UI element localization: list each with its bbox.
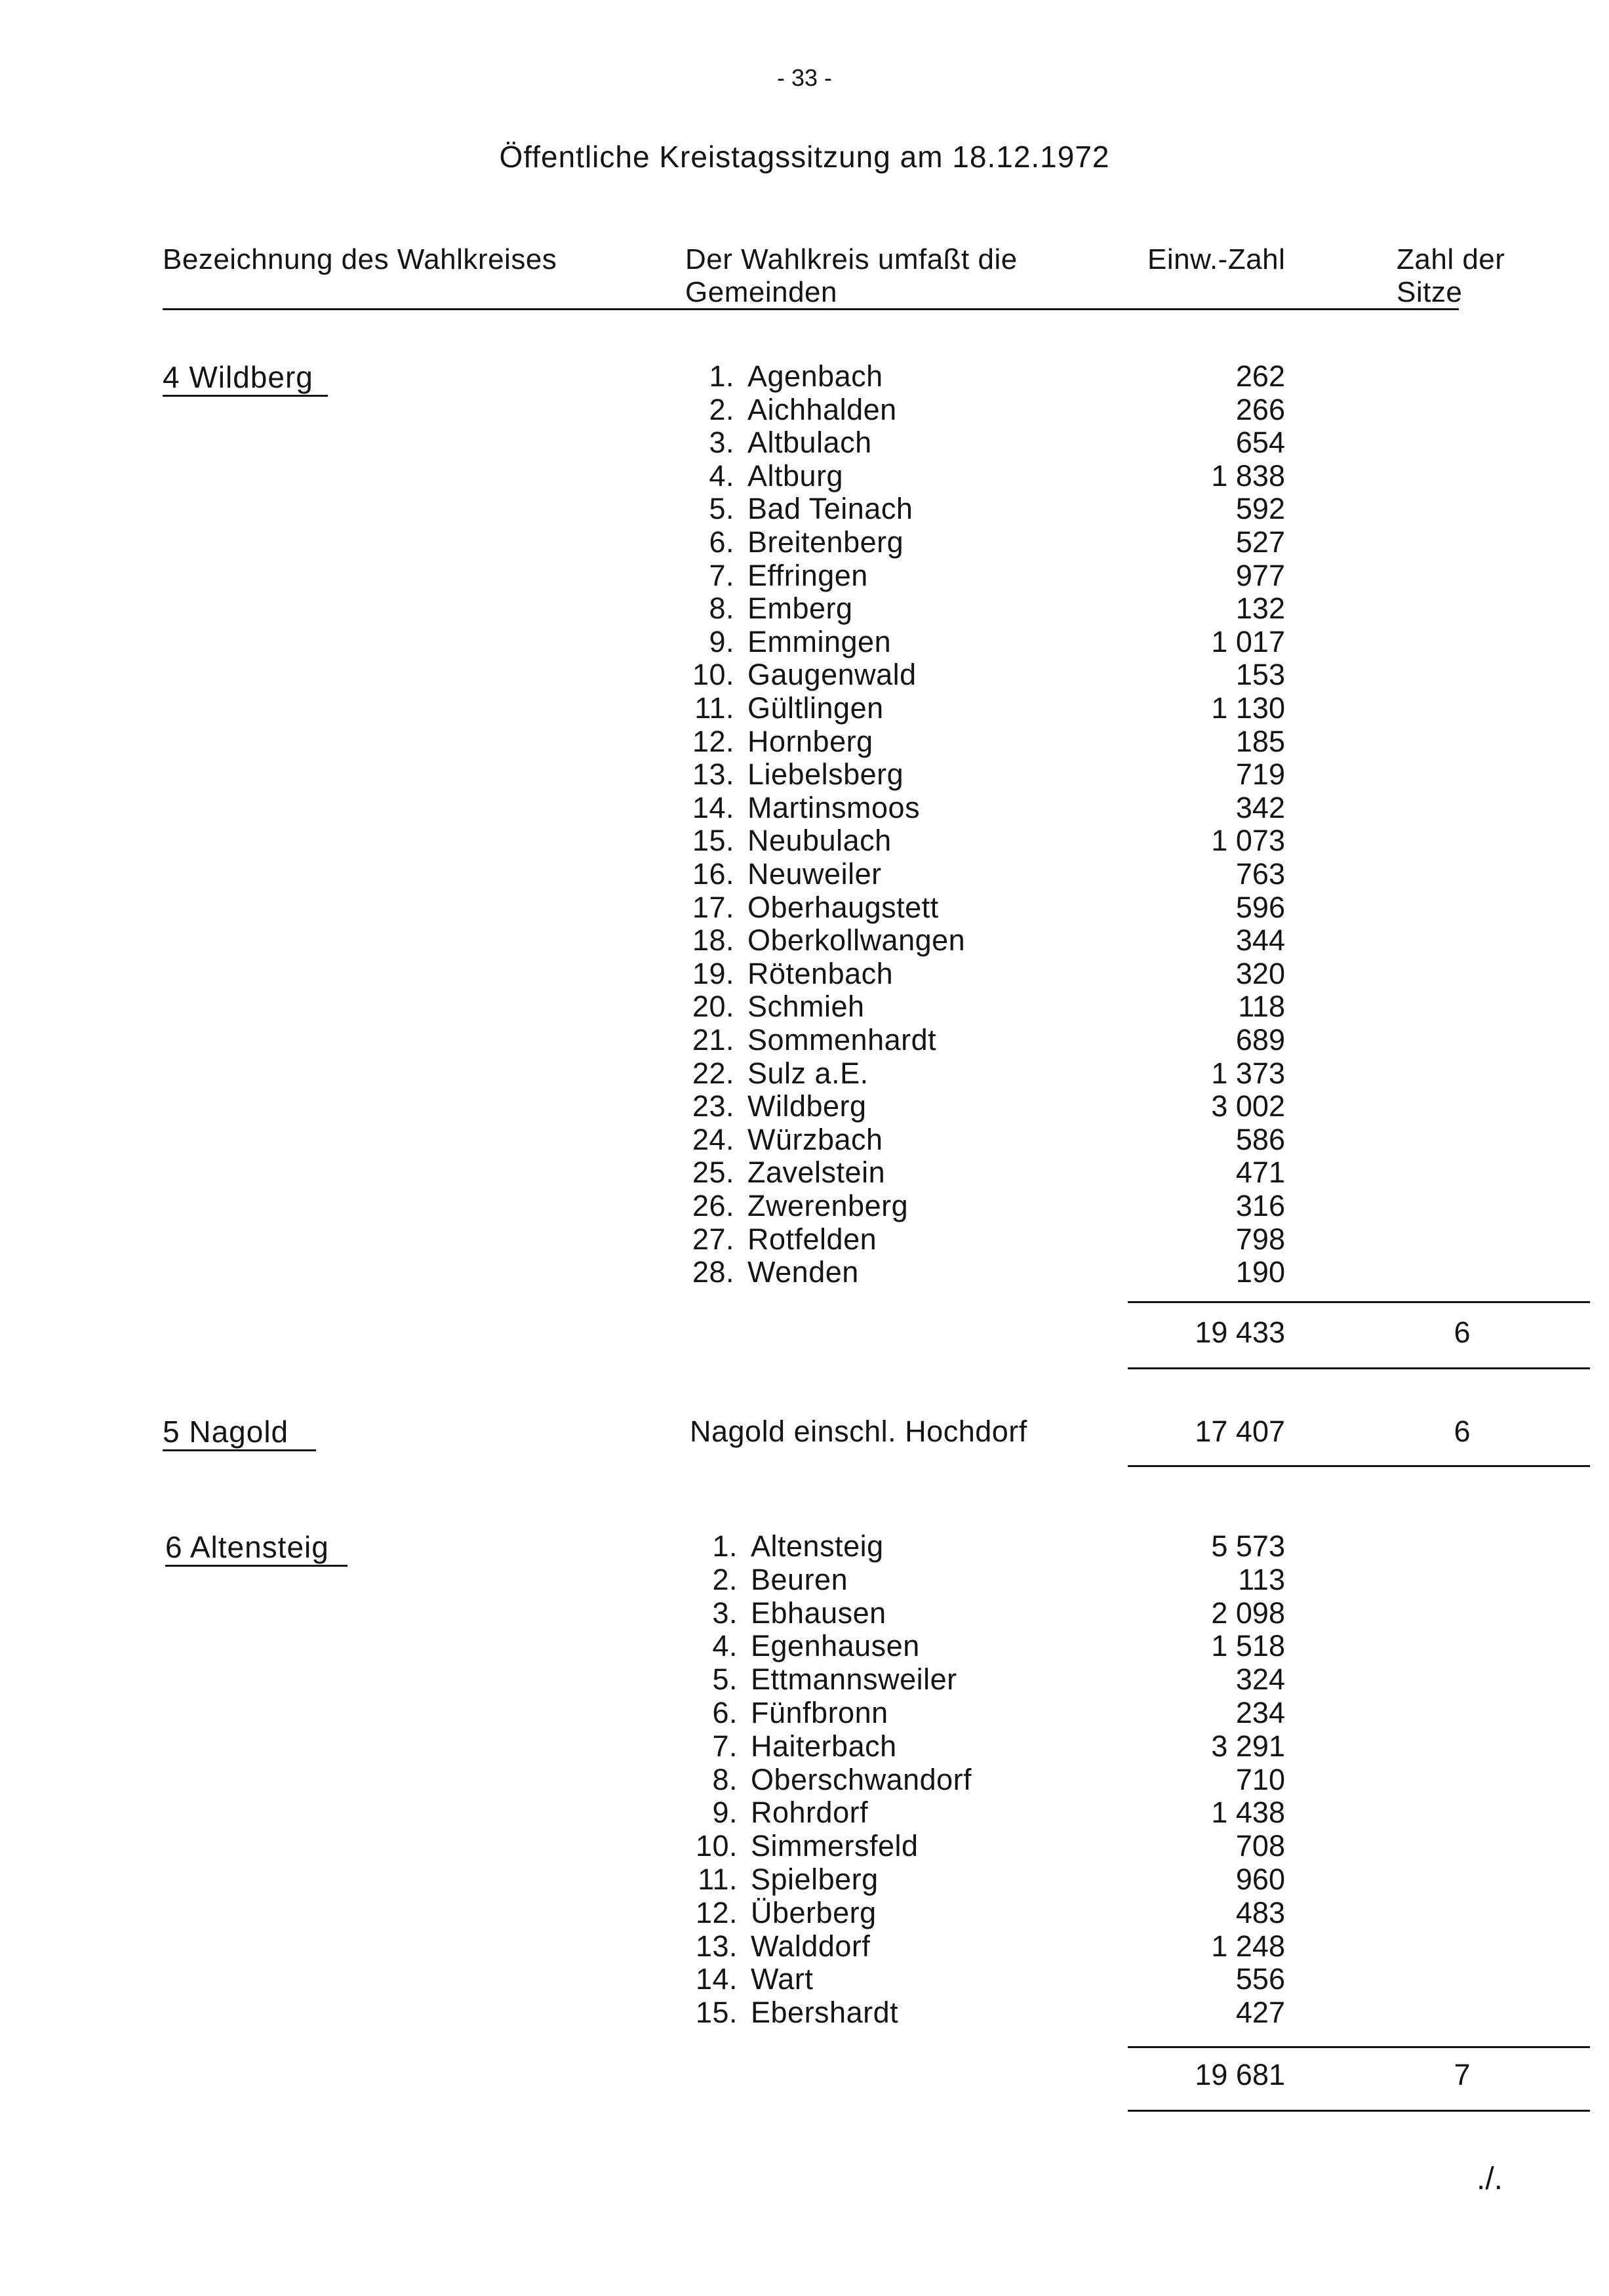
section-title-underline	[165, 1565, 348, 1567]
total-population: 17 407	[1195, 1415, 1285, 1448]
population-value: 262	[1235, 359, 1285, 393]
municipality-name: Emmingen	[747, 624, 892, 658]
population-value: 977	[1235, 558, 1285, 592]
list-item	[675, 1729, 1134, 1763]
list-item	[675, 1829, 1134, 1863]
population-value: 118	[1238, 990, 1285, 1024]
municipality-name: Aichhalden	[747, 392, 897, 426]
list-item	[672, 559, 1131, 592]
list-item	[672, 1189, 1131, 1222]
item-number: 5.	[712, 1662, 738, 1697]
population-value: 344	[1235, 923, 1285, 957]
list-item	[672, 359, 1131, 393]
list-item	[672, 1089, 1131, 1123]
list-item	[672, 592, 1131, 625]
population-value: 1 073	[1211, 824, 1285, 858]
population-value: 471	[1235, 1156, 1285, 1190]
section-title: 5 Nagold	[163, 1415, 289, 1449]
list-item	[672, 957, 1131, 990]
item-number: 11.	[694, 691, 734, 725]
item-number: 27.	[692, 1222, 734, 1256]
municipality-name: Überberg	[751, 1895, 877, 1929]
list-item	[672, 426, 1131, 459]
list-item	[675, 1996, 1134, 2029]
municipality-name: Würzbach	[747, 1122, 883, 1156]
continuation-mark: ./.	[1477, 2162, 1503, 2196]
population-value: 324	[1235, 1662, 1285, 1697]
item-number: 19.	[692, 956, 734, 990]
item-number: 6.	[709, 525, 734, 559]
list-item	[672, 1156, 1131, 1189]
population-value: 719	[1235, 757, 1285, 792]
header-seats-line2: Sitze	[1397, 276, 1463, 308]
population-value: 3 002	[1211, 1089, 1285, 1123]
municipality-name: Bad Teinach	[747, 492, 913, 526]
population-value: 316	[1235, 1189, 1285, 1222]
municipality-name: Neuweiler	[747, 857, 882, 891]
list-item	[672, 857, 1131, 891]
header-population: Einw.-Zahl	[1147, 243, 1286, 275]
item-number: 9.	[712, 1796, 738, 1830]
section-description: Nagold einschl. Hochdorf	[690, 1415, 1027, 1448]
list-item	[675, 1929, 1134, 1963]
total-rule-bottom	[1128, 1367, 1590, 1369]
population-value: 654	[1235, 426, 1285, 460]
total-population: 19 681	[1195, 2058, 1285, 2091]
population-value: 1 373	[1211, 1056, 1285, 1090]
population-value: 1 838	[1211, 458, 1285, 493]
municipality-name: Gültlingen	[747, 691, 884, 725]
item-number: 1.	[712, 1529, 738, 1563]
population-value: 708	[1235, 1829, 1285, 1863]
list-item	[675, 1863, 1134, 1896]
item-number: 28.	[692, 1255, 734, 1289]
item-number: 22.	[692, 1056, 734, 1090]
municipality-name: Rohrdorf	[751, 1796, 869, 1830]
item-number: 7.	[709, 558, 734, 592]
list-item	[672, 492, 1131, 525]
municipality-name: Fünfbronn	[751, 1696, 888, 1729]
total-seats: 6	[1454, 1415, 1471, 1448]
population-value: 234	[1235, 1696, 1285, 1729]
population-value: 527	[1235, 525, 1285, 559]
list-item	[675, 1896, 1134, 1929]
item-number: 25.	[692, 1156, 734, 1190]
list-item	[672, 1255, 1131, 1289]
list-item	[672, 1123, 1131, 1156]
municipality-name: Wenden	[747, 1255, 859, 1289]
item-number: 1.	[709, 359, 734, 393]
population-value: 2 098	[1211, 1596, 1285, 1630]
municipality-name: Neubulach	[747, 824, 892, 858]
item-number: 13.	[695, 1929, 738, 1963]
population-value: 689	[1235, 1023, 1285, 1057]
population-value: 153	[1235, 658, 1285, 692]
municipality-name: Emberg	[747, 592, 853, 626]
section-title: 4 Wildberg	[163, 360, 313, 394]
population-value: 596	[1235, 890, 1285, 924]
municipality-name: Wildberg	[747, 1089, 867, 1123]
header-divider	[163, 308, 1459, 310]
municipality-name: Zwerenberg	[747, 1189, 909, 1222]
item-number: 8.	[712, 1762, 738, 1796]
list-item	[672, 393, 1131, 426]
list-item	[672, 824, 1131, 857]
municipality-name: Sommenhardt	[747, 1023, 937, 1057]
list-item	[675, 1696, 1134, 1729]
population-value: 1 017	[1211, 624, 1285, 658]
item-number: 14.	[695, 1962, 738, 1996]
municipality-name: Haiterbach	[751, 1729, 897, 1763]
population-value: 113	[1238, 1562, 1285, 1596]
list-item	[675, 1596, 1134, 1630]
header-municipalities-line2: Gemeinden	[685, 276, 837, 308]
municipality-name: Simmersfeld	[751, 1829, 919, 1863]
total-rule-bottom	[1128, 1465, 1590, 1467]
list-item	[672, 891, 1131, 924]
population-value: 320	[1235, 956, 1285, 990]
item-number: 14.	[692, 790, 734, 824]
list-item	[672, 990, 1131, 1023]
list-item	[672, 625, 1131, 658]
item-number: 10.	[692, 658, 734, 692]
municipality-name: Wart	[751, 1962, 814, 1996]
municipality-name: Altbulach	[747, 426, 872, 460]
list-item	[675, 1563, 1134, 1596]
municipality-name: Oberhaugstett	[747, 890, 939, 924]
item-number: 7.	[712, 1729, 738, 1763]
population-value: 586	[1235, 1122, 1285, 1156]
list-item	[672, 1222, 1131, 1256]
list-item	[672, 791, 1131, 824]
total-rule-top	[1128, 2046, 1590, 2048]
municipality-name: Ebershardt	[751, 1996, 899, 2030]
list-item	[672, 1023, 1131, 1057]
municipality-name: Egenhausen	[751, 1629, 920, 1663]
population-value: 1 248	[1211, 1929, 1285, 1963]
header-municipalities-line1: Der Wahlkreis umfaßt die	[685, 243, 1018, 275]
page-number: - 33 -	[776, 64, 833, 91]
municipality-name: Walddorf	[751, 1929, 871, 1963]
total-population: 19 433	[1195, 1316, 1285, 1349]
item-number: 3.	[709, 426, 734, 460]
municipality-name: Breitenberg	[747, 525, 904, 559]
municipality-name: Oberkollwangen	[747, 923, 966, 957]
list-item	[675, 1962, 1134, 1996]
population-value: 342	[1235, 790, 1285, 824]
item-number: 12.	[695, 1895, 738, 1929]
item-number: 17.	[692, 890, 734, 924]
municipality-name: Altensteig	[751, 1529, 884, 1563]
item-number: 4.	[709, 458, 734, 493]
item-number: 5.	[709, 492, 734, 526]
item-number: 23.	[692, 1089, 734, 1123]
item-number: 12.	[692, 724, 734, 758]
total-rule-bottom	[1128, 2110, 1590, 2112]
population-value: 960	[1235, 1863, 1285, 1896]
item-number: 10.	[695, 1829, 738, 1863]
total-seats: 6	[1454, 1316, 1471, 1349]
item-number: 8.	[709, 592, 734, 626]
total-rule-top	[1128, 1301, 1590, 1303]
population-value: 185	[1235, 724, 1285, 758]
list-item	[672, 459, 1131, 493]
population-value: 710	[1235, 1762, 1285, 1796]
list-item	[672, 691, 1131, 725]
list-item	[672, 658, 1131, 691]
page-title: Öffentliche Kreistagssitzung am 18.12.1972	[499, 140, 1110, 174]
population-value: 763	[1235, 857, 1285, 891]
list-item	[672, 923, 1131, 957]
municipality-name: Agenbach	[747, 359, 883, 393]
item-number: 6.	[712, 1696, 738, 1729]
municipality-name: Effringen	[747, 558, 868, 592]
list-item	[672, 525, 1131, 559]
list-item	[675, 1629, 1134, 1662]
municipality-name: Oberschwandorf	[751, 1762, 972, 1796]
item-number: 16.	[692, 857, 734, 891]
header-seats-line1: Zahl der	[1397, 243, 1505, 275]
list-item	[675, 1763, 1134, 1796]
population-value: 592	[1235, 492, 1285, 526]
list-item	[675, 1662, 1134, 1696]
section-title: 6 Altensteig	[165, 1530, 329, 1564]
section-title-underline	[163, 395, 328, 397]
item-number: 11.	[698, 1863, 738, 1896]
item-number: 18.	[692, 923, 734, 957]
municipality-name: Ettmannsweiler	[751, 1662, 957, 1697]
population-value: 1 518	[1211, 1629, 1285, 1663]
municipality-name: Schmieh	[747, 990, 865, 1024]
municipality-name: Rotfelden	[747, 1222, 877, 1256]
population-value: 3 291	[1211, 1729, 1285, 1763]
section-title-underline	[163, 1449, 316, 1451]
municipality-name: Hornberg	[747, 724, 873, 758]
municipality-name: Spielberg	[751, 1863, 879, 1896]
population-value: 190	[1235, 1255, 1285, 1289]
municipality-name: Sulz a.E.	[747, 1056, 869, 1090]
population-value: 1 130	[1211, 691, 1285, 725]
item-number: 21.	[692, 1023, 734, 1057]
item-number: 2.	[712, 1562, 738, 1596]
population-value: 132	[1235, 592, 1285, 626]
header-district: Bezeichnung des Wahlkreises	[163, 243, 557, 275]
municipality-name: Zavelstein	[747, 1156, 886, 1190]
item-number: 24.	[692, 1122, 734, 1156]
municipality-name: Ebhausen	[751, 1596, 886, 1630]
population-value: 5 573	[1211, 1529, 1285, 1563]
item-number: 4.	[712, 1629, 738, 1663]
municipality-name: Gaugenwald	[747, 658, 917, 692]
population-value: 1 438	[1211, 1796, 1285, 1830]
population-value: 556	[1235, 1962, 1285, 1996]
population-value: 798	[1235, 1222, 1285, 1256]
item-number: 26.	[692, 1189, 734, 1222]
municipality-name: Martinsmoos	[747, 790, 921, 824]
list-item	[672, 725, 1131, 758]
municipality-name: Altburg	[747, 458, 844, 493]
municipality-name: Liebelsberg	[747, 757, 904, 792]
list-item	[672, 757, 1131, 791]
municipality-name: Rötenbach	[747, 956, 894, 990]
list-item	[675, 1529, 1134, 1563]
population-value: 266	[1235, 392, 1285, 426]
list-item	[675, 1796, 1134, 1829]
total-seats: 7	[1454, 2058, 1471, 2091]
item-number: 3.	[712, 1596, 738, 1630]
item-number: 2.	[709, 392, 734, 426]
list-item	[672, 1057, 1131, 1090]
item-number: 15.	[695, 1996, 738, 2030]
municipality-name: Beuren	[751, 1562, 848, 1596]
population-value: 427	[1235, 1996, 1285, 2030]
item-number: 13.	[692, 757, 734, 792]
item-number: 20.	[692, 990, 734, 1024]
item-number: 15.	[692, 824, 734, 858]
population-value: 483	[1235, 1895, 1285, 1929]
item-number: 9.	[709, 624, 734, 658]
